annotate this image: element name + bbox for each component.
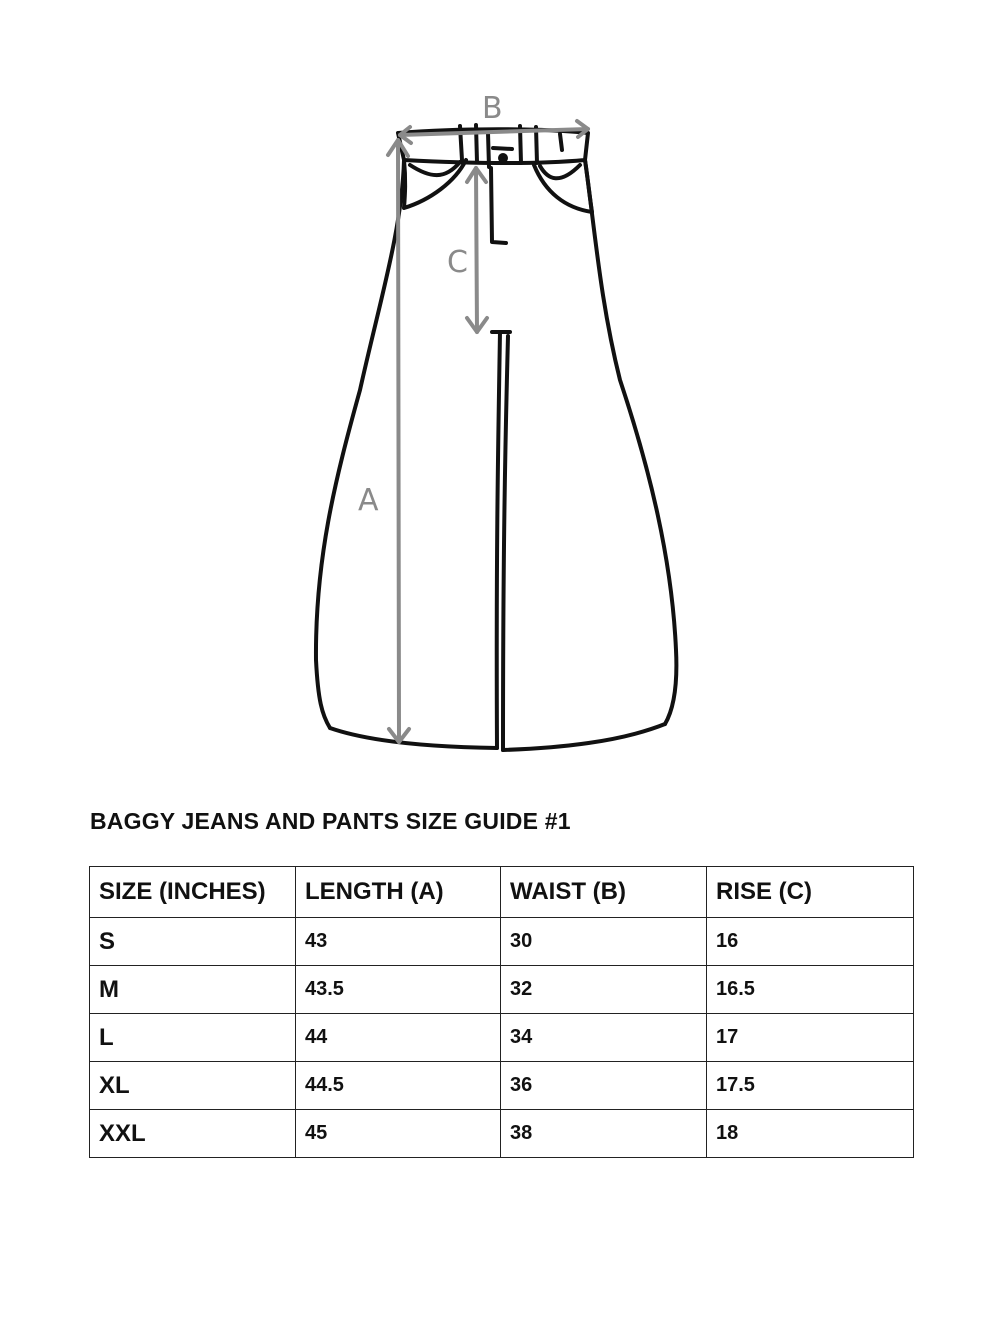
size-guide-title: BAGGY JEANS AND PANTS SIZE GUIDE #1	[90, 808, 571, 834]
header-waist: WAIST (B)	[501, 867, 707, 918]
label-a: A	[358, 483, 379, 518]
size-cell: S	[90, 918, 296, 966]
rise-cell: 16.5	[707, 966, 914, 1014]
size-cell: XL	[90, 1062, 296, 1110]
rise-cell: 18	[707, 1110, 914, 1158]
length-cell: 43.5	[296, 966, 501, 1014]
label-c: C	[447, 245, 468, 280]
length-arrow	[398, 140, 399, 742]
rise-cell: 17	[707, 1014, 914, 1062]
size-table	[89, 866, 914, 1158]
table-header-row	[90, 867, 914, 918]
length-cell: 44.5	[296, 1062, 501, 1110]
measurement-arrows	[388, 121, 588, 742]
waist-cell: 38	[501, 1110, 707, 1158]
jeans-outline	[316, 125, 676, 750]
length-cell: 45	[296, 1110, 501, 1158]
label-b: B	[482, 91, 503, 126]
size-cell: M	[90, 966, 296, 1014]
length-cell: 44	[296, 1014, 501, 1062]
size-cell: L	[90, 1014, 296, 1062]
rise-cell: 16	[707, 918, 914, 966]
header-rise: RISE (C)	[707, 867, 914, 918]
table-row	[90, 966, 914, 1014]
length-cell: 43	[296, 918, 501, 966]
size-cell: XXL	[90, 1110, 296, 1158]
waist-cell: 32	[501, 966, 707, 1014]
waist-cell: 30	[501, 918, 707, 966]
header-length: LENGTH (A)	[296, 867, 501, 918]
waist-cell: 36	[501, 1062, 707, 1110]
waist-cell: 34	[501, 1014, 707, 1062]
header-size: SIZE (INCHES)	[90, 867, 296, 918]
rise-cell: 17.5	[707, 1062, 914, 1110]
rise-arrow	[476, 168, 477, 332]
table-row	[90, 1014, 914, 1062]
table-row	[90, 1062, 914, 1110]
table-row	[90, 918, 914, 966]
table-row	[90, 1110, 914, 1158]
